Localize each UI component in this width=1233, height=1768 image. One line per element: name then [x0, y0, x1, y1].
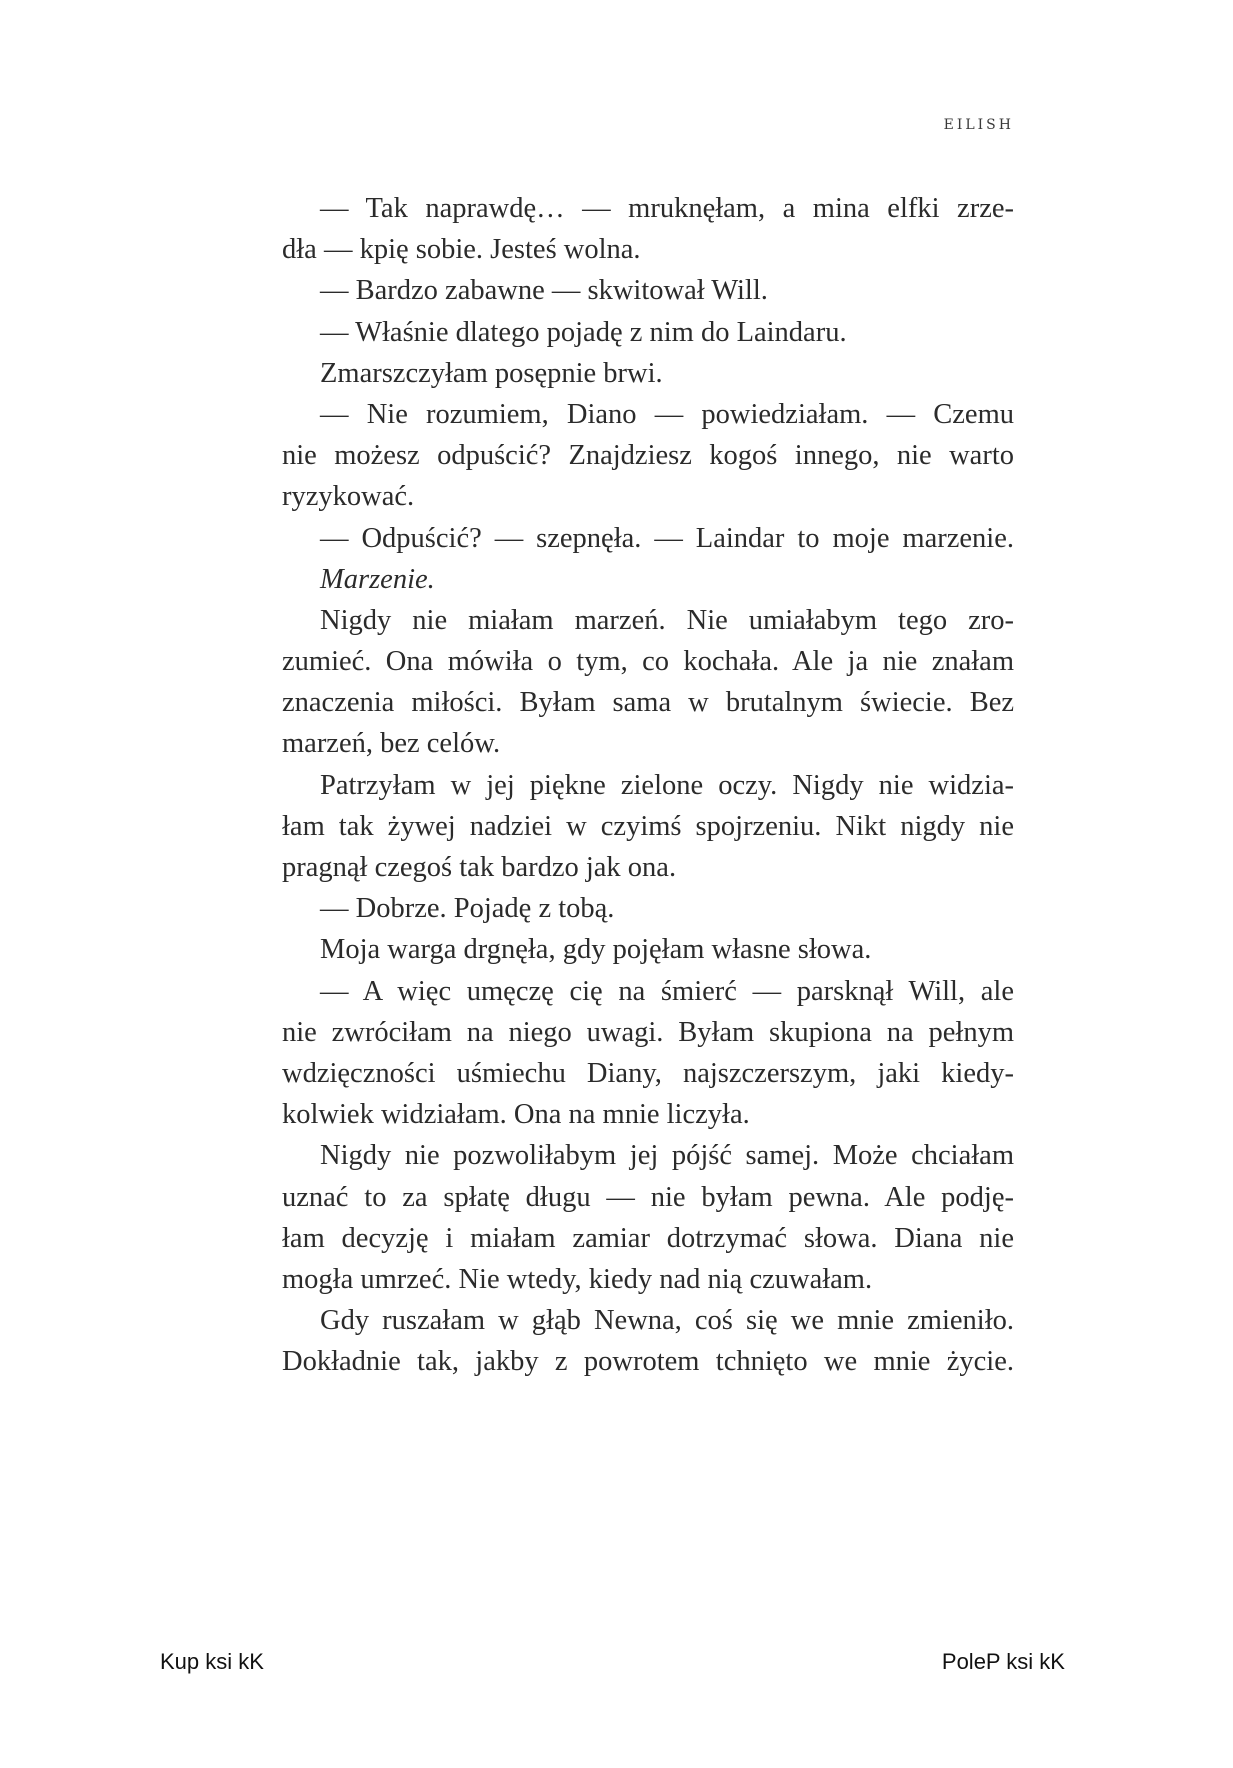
text-line: Gdy ruszałam w głąb Newna, coś się we mnie zmieniło.	[320, 1305, 1014, 1337]
text-line: łam decyzję i miałam zamiar dotrzymać słowa. Diana nie	[282, 1222, 1014, 1254]
text-line: — Dobrze. Pojadę z tobą.	[320, 893, 615, 925]
text-line: ryzykować.	[282, 481, 415, 513]
running-head: EILISH	[943, 117, 1014, 133]
text-line: — Tak naprawdę… — mruknęłam, a mina elfki zrze-	[320, 193, 1014, 224]
text-line: Dokładnie tak, jakby z powrotem tchnięto we mnie życie.	[282, 1346, 1014, 1378]
text-line: dła — kpię sobie. Jesteś wolna.	[282, 234, 641, 266]
text-line: wdzięczności uśmiechu Diany, najszczerszym, jaki kiedy-	[282, 1057, 1014, 1089]
text-line: łam tak żywej nadziei w czyimś spojrzeniu. Nikt nigdy nie	[282, 810, 1014, 842]
text-line: — Nie rozumiem, Diano — powiedziałam. — Czemu	[320, 398, 1014, 430]
body-text	[282, 188, 1014, 1382]
text-line: znaczenia miłości. Byłam sama w brutalnym świecie. Bez	[282, 687, 1014, 719]
text-line: Patrzyłam w jej piękne zielone oczy. Nigdy nie widzia-	[320, 769, 1014, 801]
text-line: — Odpuścić? — szepnęła. — Laindar to moje marzenie.	[320, 522, 1014, 554]
text-line: — A więc umęczę cię na śmierć — parsknął Will, ale	[320, 975, 1014, 1007]
text-line: Marzenie.	[320, 563, 435, 595]
text-line: uznać to za spłatę długu — nie byłam pewna. Ale podję-	[282, 1181, 1014, 1213]
text-line: — Bardzo zabawne — skwitował Will.	[320, 275, 768, 307]
text-line: Nigdy nie miałam marzeń. Nie umiałabym tego zro-	[320, 604, 1014, 636]
text-line: Zmarszczyłam posępnie brwi.	[320, 357, 663, 389]
footer-buy-link[interactable]: Kup ksi kK	[160, 1649, 264, 1674]
footer-recommend-link[interactable]: PoleP ksi kK	[941, 1649, 1065, 1674]
text-line: mogła umrzeć. Nie wtedy, kiedy nad nią czuwałam.	[282, 1263, 873, 1295]
text-line: kolwiek widziałam. Ona na mnie liczyła.	[282, 1099, 750, 1131]
text-line: marzeń, bez celów.	[282, 728, 501, 760]
text-line: zumieć. Ona mówiła o tym, co kochała. Ale ja nie znałam	[282, 646, 1014, 678]
text-line: nie możesz odpuścić? Znajdziesz kogoś innego, nie warto	[282, 440, 1014, 472]
text-line: — Właśnie dlatego pojadę z nim do Laindaru.	[320, 316, 847, 348]
text-line: Moja warga drgnęła, gdy pojęłam własne słowa.	[320, 934, 872, 966]
text-line: pragnął czegoś tak bardzo jak ona.	[282, 852, 677, 883]
text-line: nie zwróciłam na niego uwagi. Byłam skupiona na pełnym	[282, 1016, 1014, 1048]
text-line: Nigdy nie pozwoliłabym jej pójść samej. Może chciałam	[320, 1140, 1014, 1172]
